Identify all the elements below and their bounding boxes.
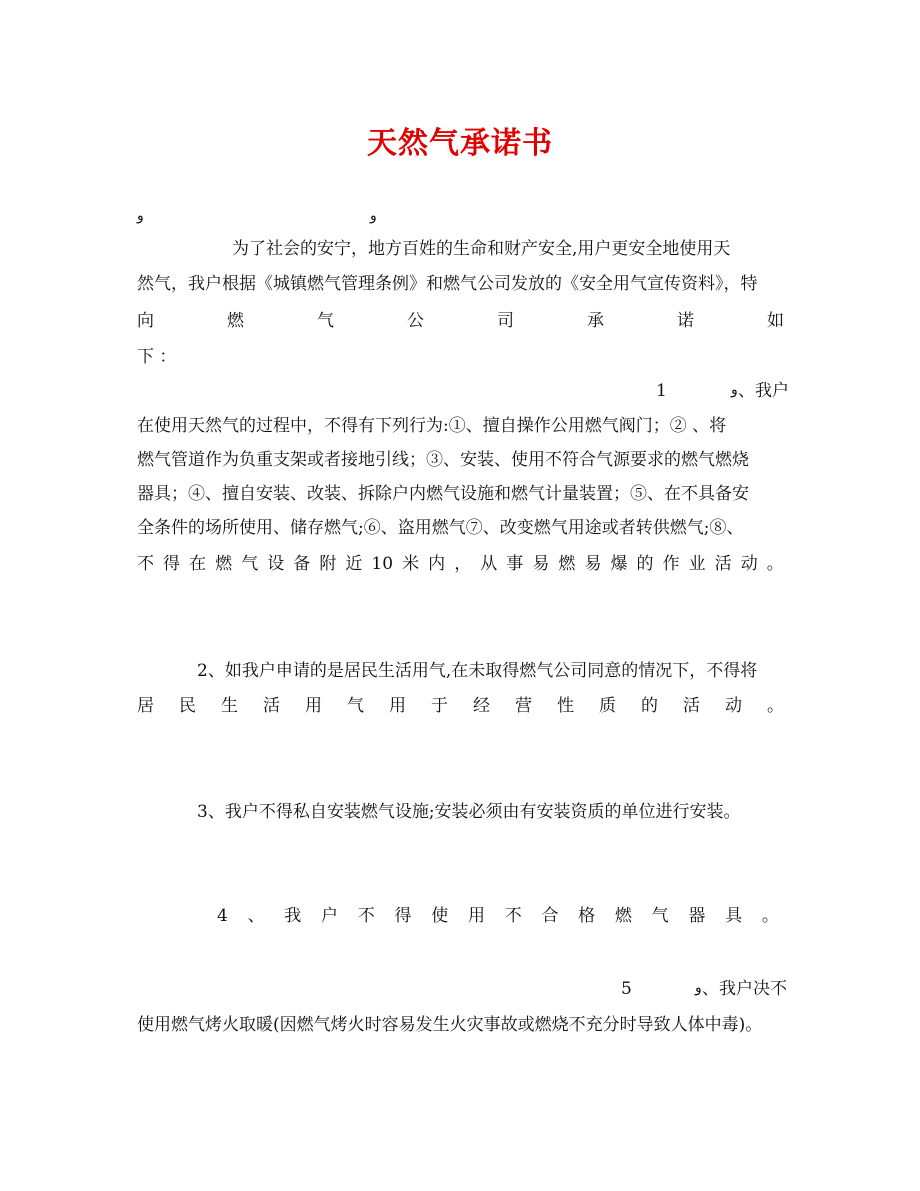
item1-lead: 、我户 [738,381,789,401]
item1-number: 1 [656,381,667,401]
intro-line-4: 下 ： [137,347,177,367]
stray-mark: و [370,208,377,224]
stray-mark: و [695,980,702,996]
intro-line-1: 为了社会的安宁，地方百姓的生命和财产安全,用户更安全地使用天 [232,239,731,259]
item5-number: 5 [621,979,632,999]
item3-line-1: 3、我户不得私自安装燃气设施;安装必须由有安装资质的单位进行安装。 [197,802,741,822]
item2-line-1: 2、如我户申请的是居民生活用气,在未取得燃气公司同意的情况下，不得将 [197,661,758,681]
item1-line-3: 器具；④、擅自安装、改装、拆除户内燃气设施和燃气计量装置；⑤、在不具备安 [137,484,749,504]
document-title: 天然气承诺书 [367,126,553,161]
item4-line-1: 4 、 我 户 不 得 使 用 不 合 格 燃 气 器 具 。 [217,906,779,926]
item1-line-2: 燃气管道作为负重支架或者接地引线；③、安装、使用不符合气源要求的燃气燃烧 [137,450,749,470]
item1-line-1: 在使用天然气的过程中，不得有下列行为:①、擅自操作公用燃气阀门；② 、将 [137,416,727,436]
item1-line-4: 全条件的场所使用、储存燃气;⑥、盗用燃气⑦、改变燃气用途或者转供燃气;⑧、 [137,518,744,538]
stray-mark: و [731,382,738,398]
item2-line-2: 居 民 生 活 用 气 用 于 经 营 性 质 的 活 动 。 [137,696,784,716]
intro-line-3: 向 燃 气 公 司 承 诺 如 [137,311,784,331]
stray-mark: و [137,208,144,224]
item5-lead: 、我户决不 [702,979,787,999]
item1-line-5: 不 得 在 燃 气 设 备 附 近 10 米 内 ， 从 事 易 燃 易 爆 的 作 业 活 动 。 [137,554,784,574]
intro-line-2: 然气，我户根据《城镇燃气管理条例》和燃气公司发放的《安全用气宣传资料》，特 [137,274,758,294]
item5-line-1: 使用燃气烤火取暖(因燃气烤火时容易发生火灾事故或燃烧不充分时导致人体中毒)。 [137,1015,763,1035]
